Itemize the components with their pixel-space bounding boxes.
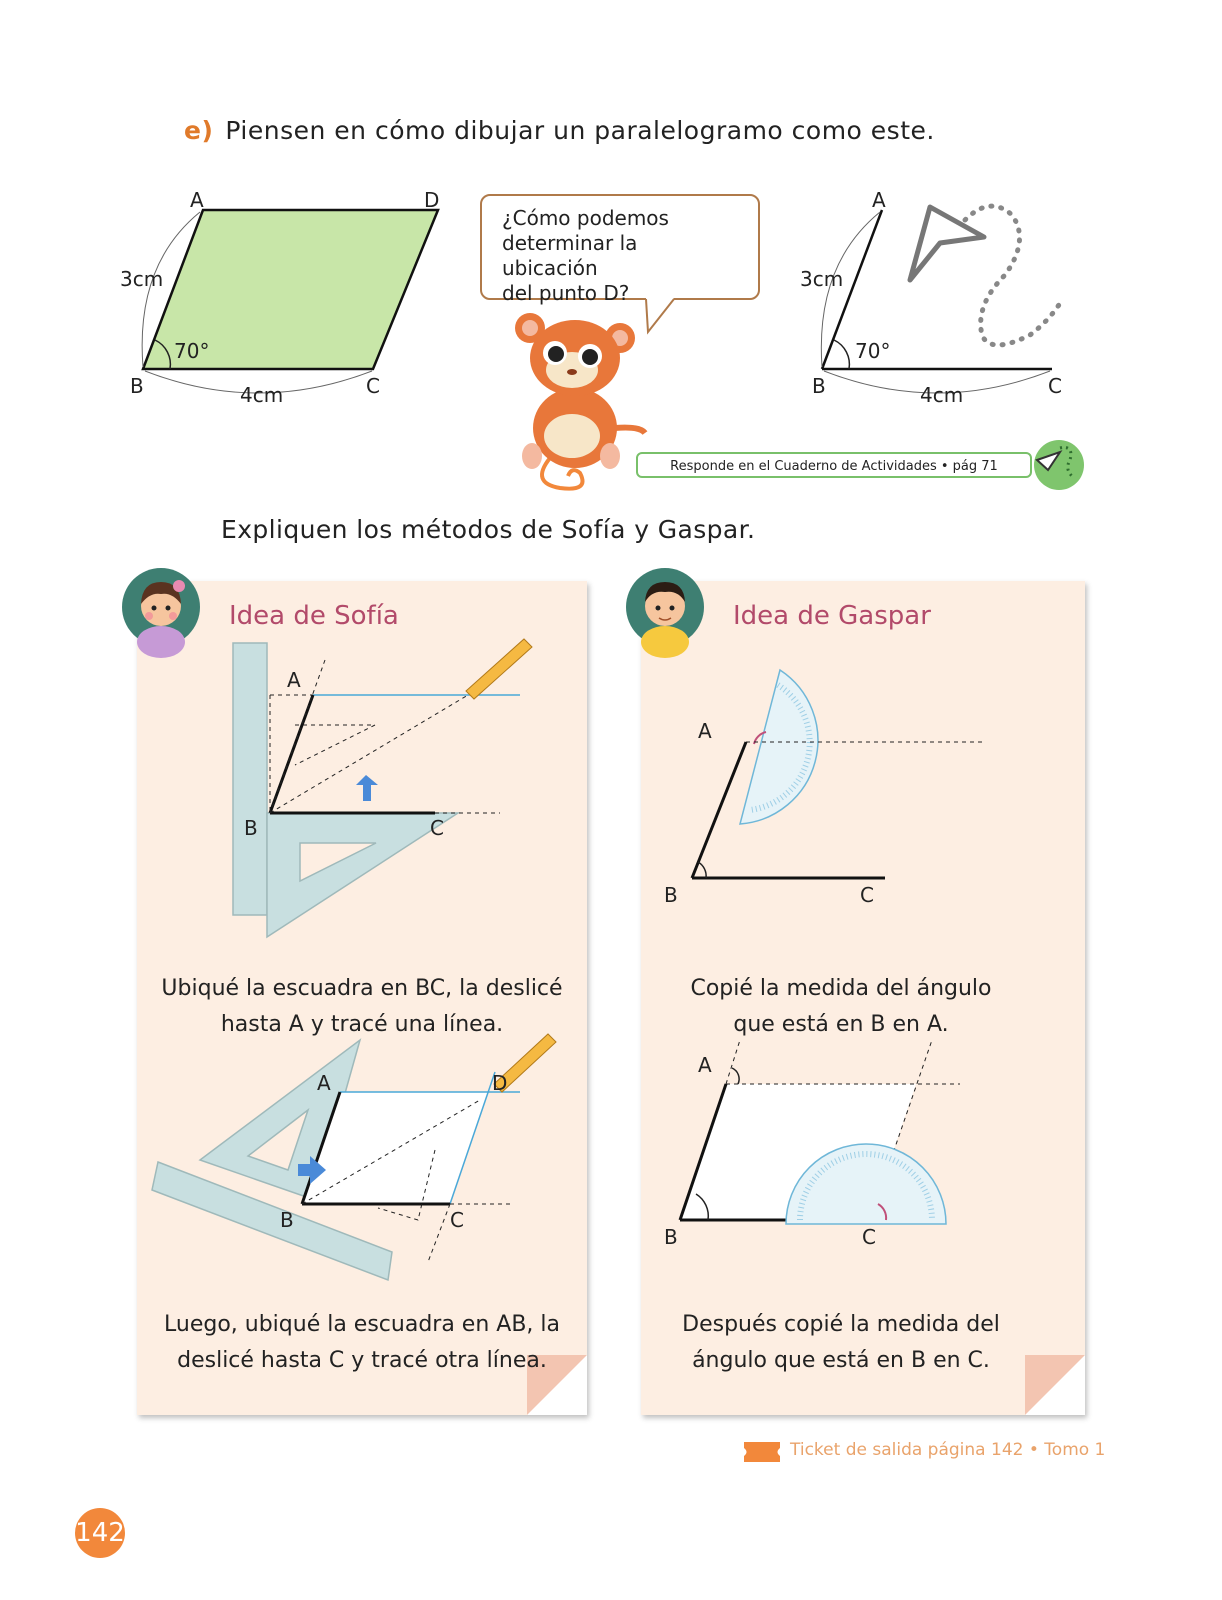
separator-dot: • bbox=[1028, 1440, 1045, 1460]
ruler-square bbox=[233, 643, 267, 915]
tomo-text: Tomo 1 bbox=[1044, 1440, 1106, 1460]
gaspar-diagram-2 bbox=[664, 1030, 1010, 1260]
notebook-icon bbox=[1034, 440, 1084, 490]
label-c: C bbox=[862, 1225, 876, 1249]
label-c: C bbox=[366, 374, 380, 398]
label-a: A bbox=[287, 668, 301, 692]
angle-construction-figure bbox=[800, 185, 1090, 415]
parallelogram-figure bbox=[110, 185, 460, 415]
label-70: 70° bbox=[855, 339, 891, 363]
gaspar-caption-1-line-2: que está en B en A. bbox=[733, 1012, 949, 1037]
label-a: A bbox=[872, 188, 886, 212]
gaspar-caption-1-line-1: Copié la medida del ángulo bbox=[690, 976, 992, 1001]
label-4cm: 4cm bbox=[240, 383, 284, 407]
task-letter: e) bbox=[184, 116, 214, 145]
label-a: A bbox=[698, 1053, 712, 1077]
sofia-diagram-2 bbox=[150, 1030, 570, 1300]
label-c: C bbox=[1048, 374, 1062, 398]
sofia-title: Idea de Sofía bbox=[229, 601, 399, 631]
sofia-caption-2-line-2: deslicé hasta C y tracé otra línea. bbox=[177, 1348, 547, 1373]
dotted-path bbox=[965, 206, 1062, 345]
label-a: A bbox=[698, 719, 712, 743]
label-b: B bbox=[130, 374, 144, 398]
sofia-caption-1-line-1: Ubiqué la escuadra en BC, la deslicé bbox=[161, 976, 563, 1001]
ticket-icon bbox=[744, 1442, 780, 1462]
speech-bubble bbox=[480, 194, 760, 305]
label-3cm: 3cm bbox=[120, 267, 164, 291]
up-arrow-icon bbox=[356, 775, 378, 801]
label-d: D bbox=[492, 1071, 508, 1095]
label-a: A bbox=[190, 188, 204, 212]
label-b: B bbox=[812, 374, 826, 398]
sofia-diagram-1 bbox=[180, 625, 540, 955]
label-d: D bbox=[424, 188, 440, 212]
label-a: A bbox=[317, 1071, 331, 1095]
label-c: C bbox=[430, 816, 444, 840]
label-70: 70° bbox=[174, 339, 210, 363]
bubble-line-3: del punto D? bbox=[502, 281, 630, 305]
bubble-line-2: determinar la ubicación bbox=[502, 231, 638, 280]
exit-ticket bbox=[790, 1440, 1105, 1460]
exit-ticket-text: Ticket de salida página 142 bbox=[790, 1440, 1024, 1460]
gaspar-diagram-1 bbox=[664, 670, 1010, 930]
task-heading bbox=[184, 116, 935, 145]
compass-icon bbox=[910, 207, 984, 280]
gaspar-caption-2-line-2: ángulo que está en B en C. bbox=[692, 1348, 990, 1373]
label-3cm: 3cm bbox=[800, 267, 844, 291]
label-b: B bbox=[244, 816, 258, 840]
label-b: B bbox=[280, 1208, 294, 1232]
label-c: C bbox=[860, 883, 874, 907]
label-b: B bbox=[664, 883, 678, 907]
segment-ab bbox=[692, 742, 746, 878]
sofia-caption-2 bbox=[137, 1307, 587, 1379]
explain-heading: Expliquen los métodos de Sofía y Gaspar. bbox=[221, 515, 756, 544]
gaspar-avatar bbox=[626, 568, 704, 646]
sofia-caption-2-line-1: Luego, ubiqué la escuadra en AB, la bbox=[164, 1312, 560, 1337]
task-text: Piensen en cómo dibujar un paralelogramo como este. bbox=[225, 116, 935, 145]
bubble-line-1: ¿Cómo podemos bbox=[502, 206, 669, 230]
gaspar-caption-2-line-1: Después copié la medida del bbox=[682, 1312, 1000, 1337]
label-b: B bbox=[664, 1225, 678, 1249]
label-4cm: 4cm bbox=[920, 383, 964, 407]
label-c: C bbox=[450, 1208, 464, 1232]
pencil-icon bbox=[466, 639, 532, 699]
activity-note: Responde en el Cuaderno de Actividades • pág 71 bbox=[636, 452, 1032, 478]
gaspar-title: Idea de Gaspar bbox=[733, 601, 931, 631]
gaspar-caption-2 bbox=[641, 1307, 1041, 1379]
angle-arc bbox=[834, 340, 849, 369]
page-number: 142 bbox=[75, 1508, 125, 1558]
sofia-caption-1-line-2: hasta A y tracé una línea. bbox=[220, 1012, 504, 1037]
